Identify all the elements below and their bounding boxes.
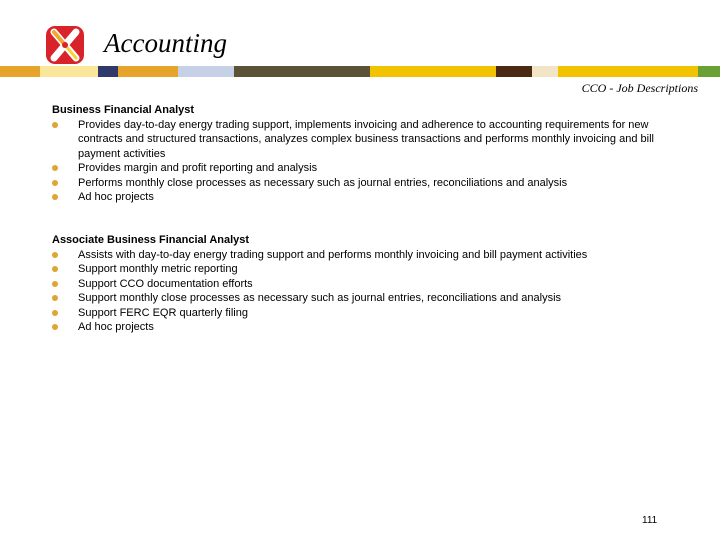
stripe-segment	[532, 66, 558, 77]
list-item: Ad hoc projects	[52, 320, 692, 335]
list-item: Performs monthly close processes as necessary such as journal entries, reconciliations and analysis	[52, 176, 692, 191]
page-title: Accounting	[104, 28, 227, 58]
list-item: Provides margin and profit reporting and analysis	[52, 161, 692, 176]
bullet-list	[52, 248, 692, 335]
list-item: Support CCO documentation efforts	[52, 277, 692, 292]
section-heading: Associate Business Financial Analyst	[52, 234, 250, 246]
stripe-segment	[40, 66, 98, 77]
header-color-stripe	[0, 66, 720, 77]
section-associate-business-financial-analyst	[52, 233, 692, 335]
stripe-segment	[470, 66, 496, 77]
stripe-segment	[98, 66, 118, 77]
list-item: Ad hoc projects	[52, 190, 692, 205]
bullet-list	[52, 118, 692, 205]
page-number: 111	[642, 515, 658, 526]
section-business-financial-analyst	[52, 103, 692, 205]
stripe-segment	[234, 66, 370, 77]
section-heading: Business Financial Analyst	[52, 104, 195, 116]
stripe-segment	[496, 66, 532, 77]
page-subtitle: CCO - Job Descriptions	[581, 81, 698, 95]
list-item: Support monthly metric reporting	[52, 262, 692, 277]
company-logo-icon	[44, 24, 86, 66]
list-item: Support monthly close processes as necessary such as journal entries, reconciliations and analysis	[52, 291, 692, 306]
list-item: Assists with day-to-day energy trading support and performs monthly invoicing and bill payment activities	[52, 248, 692, 263]
stripe-segment	[0, 66, 40, 77]
list-item: Support FERC EQR quarterly filing	[52, 306, 692, 321]
list-item: Provides day-to-day energy trading support, implements invoicing and adherence to accounting requirements for new contracts and structured transactions, analyzes complex business transactions and performs monthly invoicing and bill payment activities	[52, 118, 692, 162]
stripe-segment	[370, 66, 470, 77]
stripe-segment	[178, 66, 234, 77]
stripe-segment	[558, 66, 698, 77]
stripe-segment	[118, 66, 178, 77]
stripe-segment	[698, 66, 720, 77]
